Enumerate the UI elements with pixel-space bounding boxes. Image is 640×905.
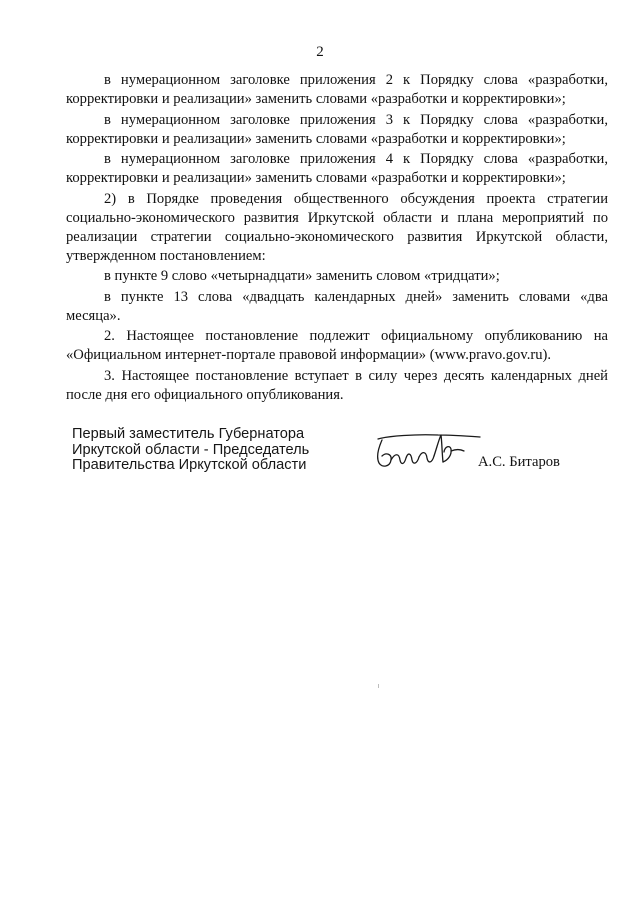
paragraph-amend-appendix-4: в нумерационном заголовке приложения 4 к Порядку слова «разработки, корректировки и реализации» заменить словами «разработки и корректировки»; [66, 151, 608, 187]
signer-title-line: Первый заместитель Губернатора [72, 426, 305, 442]
signer-name: А.С. Битаров [478, 454, 560, 470]
scan-speck [378, 684, 379, 688]
paragraph-item-13: в пункте 13 слова «двадцать календарных дней» заменить словами «два месяца». [66, 288, 608, 324]
paragraph-amend-appendix-3: в нумерационном заголовке приложения 3 к Порядку слова «разработки, корректировки и реализации» заменить словами «разработки и корректировки»; [66, 111, 608, 147]
page-number: 2 [316, 44, 324, 60]
paragraph-amend-appendix-2: в нумерационном заголовке приложения 2 к Порядку слова «разработки, корректировки и реализации» заменить словами «разработки и корректировки»; [66, 72, 608, 108]
paragraph-public-discussion-order: 2) в Порядке проведения общественного обсуждения проекта стратегии социально-экономического развития Иркутской области и плана мероприятий по реализации стратегии социально-экономического развития Иркутской области, утвержденном постановлением: [66, 190, 608, 265]
signer-title-line: Иркутской области - Председатель [72, 441, 310, 458]
signer-title-line: Правительства Иркутской области [72, 457, 307, 473]
document-body [66, 71, 608, 406]
paragraph-publication: 2. Настоящее постановление подлежит официальному опубликованию на «Официальном интернет-портале правовой информации» (www.pravo.gov.ru). [66, 328, 608, 364]
signer-title [72, 427, 309, 474]
paragraph-item-9: в пункте 9 слово «четырнадцати» заменить словом «тридцати»; [104, 268, 500, 285]
signature-block [72, 427, 592, 487]
handwritten-signature [372, 427, 484, 477]
paragraph-entry-into-force: 3. Настоящее постановление вступает в силу через десять календарных дней после дня его официального опубликования. [66, 367, 608, 403]
